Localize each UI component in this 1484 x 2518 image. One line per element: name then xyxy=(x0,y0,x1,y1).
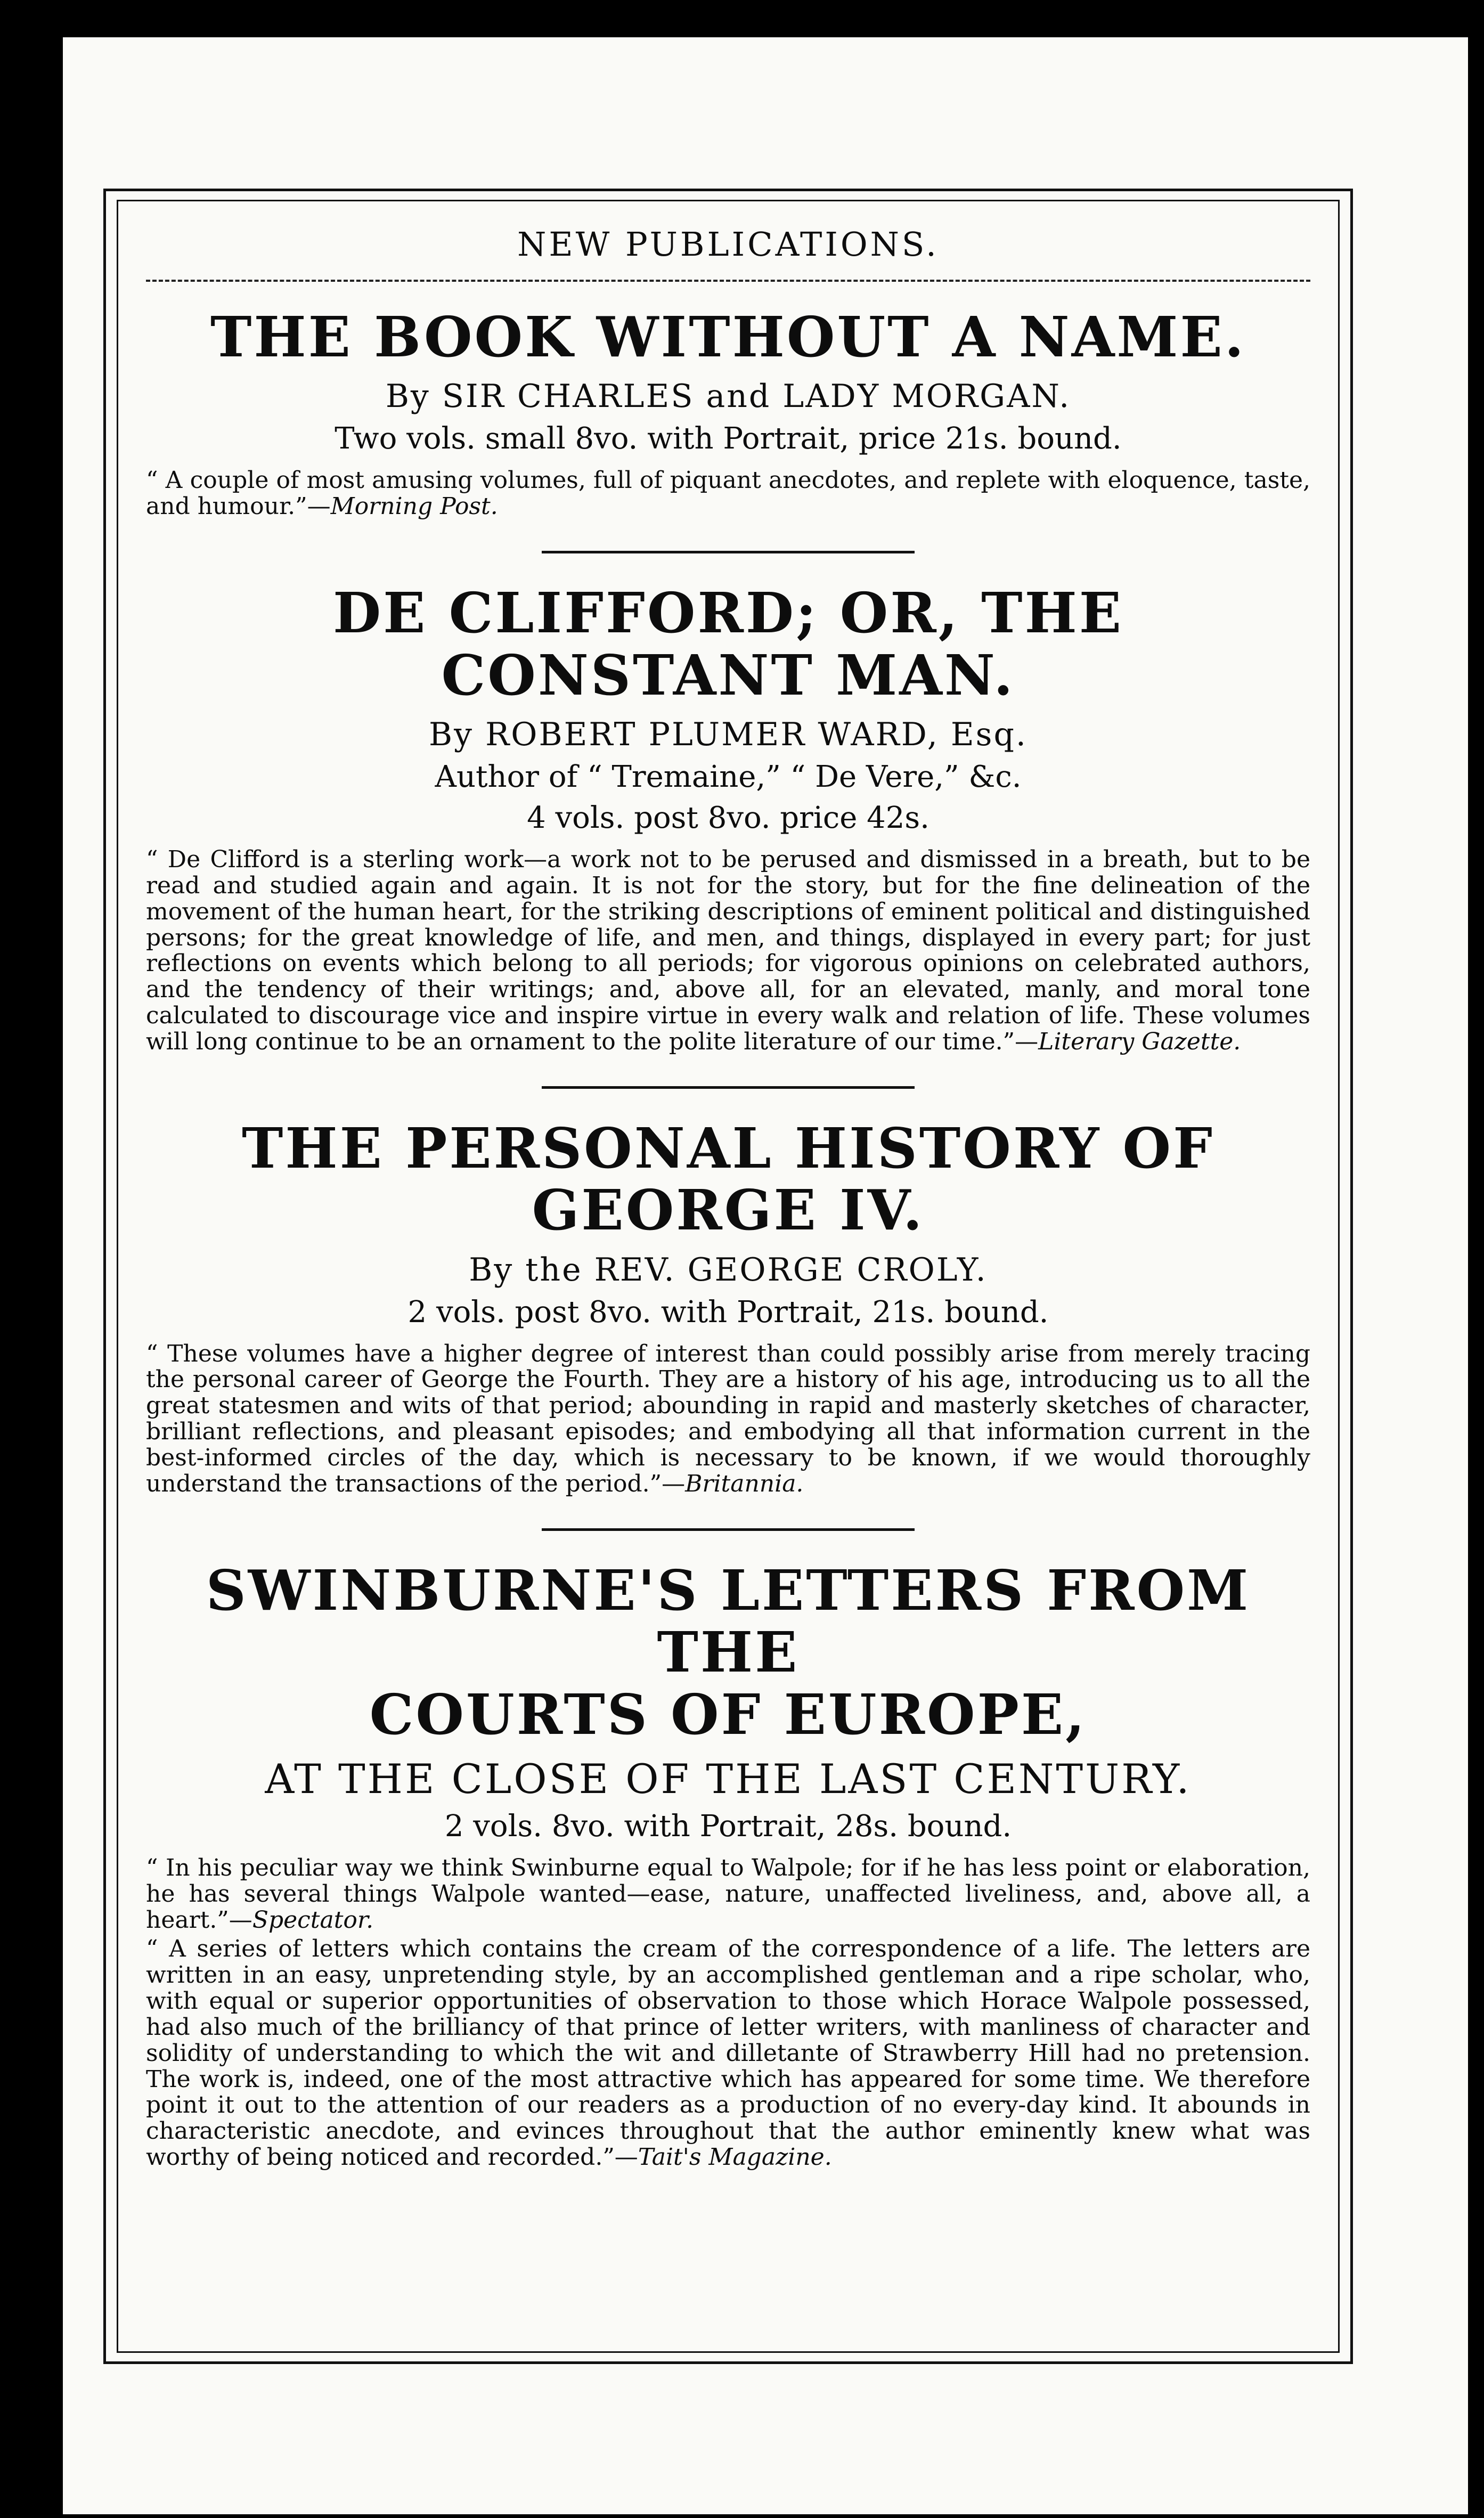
review-quote xyxy=(146,1855,1310,1933)
masthead-rule xyxy=(146,280,1310,282)
double-border-frame xyxy=(103,189,1353,2364)
scan-margin xyxy=(0,0,63,2518)
book-listing-swinburnes-letters xyxy=(146,1557,1310,2171)
page-sheet xyxy=(63,37,1468,2514)
book-author: By the REV. GEORGE CROLY. xyxy=(469,1251,988,1289)
masthead: NEW PUBLICATIONS. xyxy=(517,225,939,264)
book-edition-info: 2 vols. 8vo. with Portrait, 28s. bound. xyxy=(444,1809,1012,1844)
inner-border xyxy=(117,200,1340,2353)
review-text: “ In his peculiar way we think Swinburne equal to Walpole; for if he has less point or elaboration, he has several things Walpole wanted—ease, nature, unaffected liveliness, and, above all, a heart.”— xyxy=(146,1854,1310,1934)
advertisement-content xyxy=(146,214,1310,2171)
review-source: Literary Gazette. xyxy=(1038,1028,1241,1055)
book-listing-george-iv xyxy=(146,1115,1310,1497)
book-title-line: SWINBURNE'S LETTERS FROM THE xyxy=(206,1557,1251,1685)
book-edition-info: Two vols. small 8vo. with Portrait, price 21s. bound. xyxy=(335,421,1122,457)
review-source: Morning Post. xyxy=(330,493,498,520)
book-title xyxy=(146,306,1310,368)
review-text: “ A couple of most amusing volumes, full of piquant anecdotes, and replete with eloquence, taste, and humour.”— xyxy=(146,467,1310,520)
book-subtitle: AT THE CLOSE OF THE LAST CENTURY. xyxy=(265,1755,1192,1803)
review-text: “ De Clifford is a sterling work—a work not to be perused and dismissed in a breath, but to be read and studied again and again. It is not for the story, but for the fine delineation of the movement of the human heart, for the striking descriptions of eminent political and distinguished persons; for the great knowledge of life, and men, and things, displayed in every part; for just reflections on events which belong to all periods; for vigorous opinions on celebrated authors, and the tendency of their writings; and, above all, for an elevated, manly, and moral tone calculated to discourage vice and inspire virtue in every walk and relation of life. These volumes will long continue to be an ornament to the polite literature of our time.”— xyxy=(146,846,1311,1055)
review-quote xyxy=(146,468,1310,520)
book-title-line: THE BOOK WITHOUT A NAME. xyxy=(210,304,1246,370)
book-edition-info: 2 vols. post 8vo. with Portrait, 21s. bound. xyxy=(407,1294,1049,1330)
section-divider xyxy=(542,1086,915,1089)
book-title xyxy=(146,582,1310,706)
book-title-line: DE CLIFFORD; OR, THE CONSTANT MAN. xyxy=(332,580,1124,708)
review-text: “ A series of letters which contains the cream of the correspondence of a life. The letters are written in an easy, unpretending style, by an accomplished gentleman and a ripe scholar, who, with equal or superior opportunities of observation to those which Horace Walpole possessed, had also much of the brilliancy of that prince of letter writers, with manliness of character and solidity of understanding to which the wit and dilletante of Strawberry Hill had no pretension. The work is, indeed, one of the most attractive which has appeared for some time. We therefore point it out to the attention of our readers as a production of no every-day kind. It abounds in characteristic anecdote, and evinces throughout that the author eminently knew what was worthy of being noticed and recorded.”— xyxy=(146,1935,1310,2171)
book-title xyxy=(146,1557,1310,1747)
book-title-line: THE PERSONAL HISTORY OF xyxy=(242,1115,1214,1181)
book-author-of: Author of “ Tremaine,” “ De Vere,” &c. xyxy=(435,760,1022,795)
review-source: Tait's Magazine. xyxy=(638,2144,832,2171)
section-divider xyxy=(542,551,915,553)
book-listing-book-without-a-name xyxy=(146,306,1310,520)
review-quote xyxy=(146,847,1310,1055)
book-title-line: COURTS OF EUROPE, xyxy=(369,1681,1087,1747)
book-edition-info: 4 vols. post 8vo. price 42s. xyxy=(527,801,929,836)
book-listing-de-clifford xyxy=(146,582,1310,1055)
book-author: By SIR CHARLES and LADY MORGAN. xyxy=(385,378,1071,415)
book-author: By ROBERT PLUMER WARD, Esq. xyxy=(429,716,1028,754)
review-text: “ These volumes have a higher degree of interest than could possibly arise from merely tracing the personal career of George the Fourth. They are a history of his age, introducing us to all the great statesmen and wits of that period; abounding in rapid and masterly sketches of character, brilliant reflections, and pleasant episodes; and embodying all that information current in the best-informed circles of the day, which is necessary to be known, if we would thoroughly understand the transactions of the period.”— xyxy=(146,1340,1310,1497)
book-title xyxy=(146,1115,1310,1243)
review-quote xyxy=(146,1341,1310,1497)
review-source: Spectator. xyxy=(252,1906,374,1934)
review-source: Britannia. xyxy=(685,1470,804,1497)
review-quote xyxy=(146,1936,1310,2170)
book-title-line: GEORGE IV. xyxy=(532,1177,925,1243)
section-divider xyxy=(542,1528,915,1531)
